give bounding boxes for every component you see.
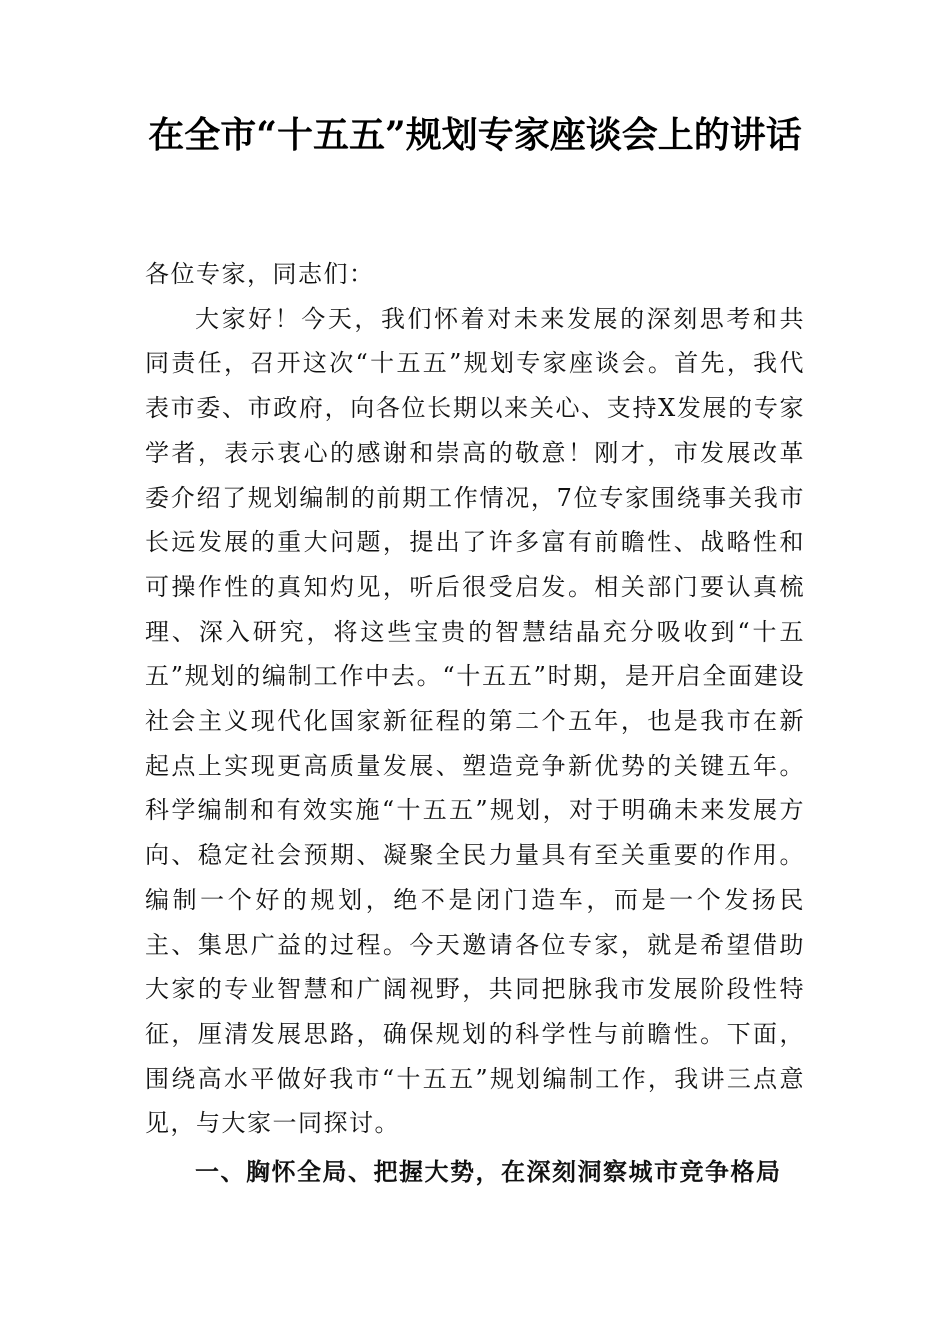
document-title: 在全市“十五五”规划专家座谈会上的讲话 (148, 114, 802, 156)
section-heading: 一、胸怀全局、把握大势，在深刻洞察城市竞争格局 (195, 1158, 782, 1187)
document-body (145, 252, 805, 1195)
body-paragraph: 大家好！今天，我们怀着对未来发展的深刻思考和共同责任，召开这次“十五五”规划专家座谈会。首先，我代表市委、市政府，向各位长期以来关心、支持X发展的专家学者，表示衷心的感谢和崇高的敬意！刚才，市发展改革委介绍了规划编制的前期工作情况，7位专家围绕事关我市长远发展的重大问题，提出了许多富有前瞻性、战略性和可操作性的真知灼见，听后很受启发。相关部门要认真梳理、深入研究，将这些宝贵的智慧结晶充分吸收到“十五五”规划的编制工作中去。“十五五”时期，是开启全面建设社会主义现代化国家新征程的第二个五年，也是我市在新起点上实现更高质量发展、塑造竞争新优势的关键五年。科学编制和有效实施“十五五”规划，对于明确未来发展方向、稳定社会预期、凝聚全民力量具有至关重要的作用。编制一个好的规划，绝不是闭门造车，而是一个发扬民主、集思广益的过程。今天邀请各位专家，就是希望借助大家的专业智慧和广阔视野，共同把脉我市发展阶段性特征，厘清发展思路，确保规划的科学性与前瞻性。下面，围绕高水平做好我市“十五五”规划编制工作，我讲三点意见，与大家一同探讨。 (145, 304, 805, 1138)
salutation: 各位专家，同志们： (145, 260, 375, 288)
